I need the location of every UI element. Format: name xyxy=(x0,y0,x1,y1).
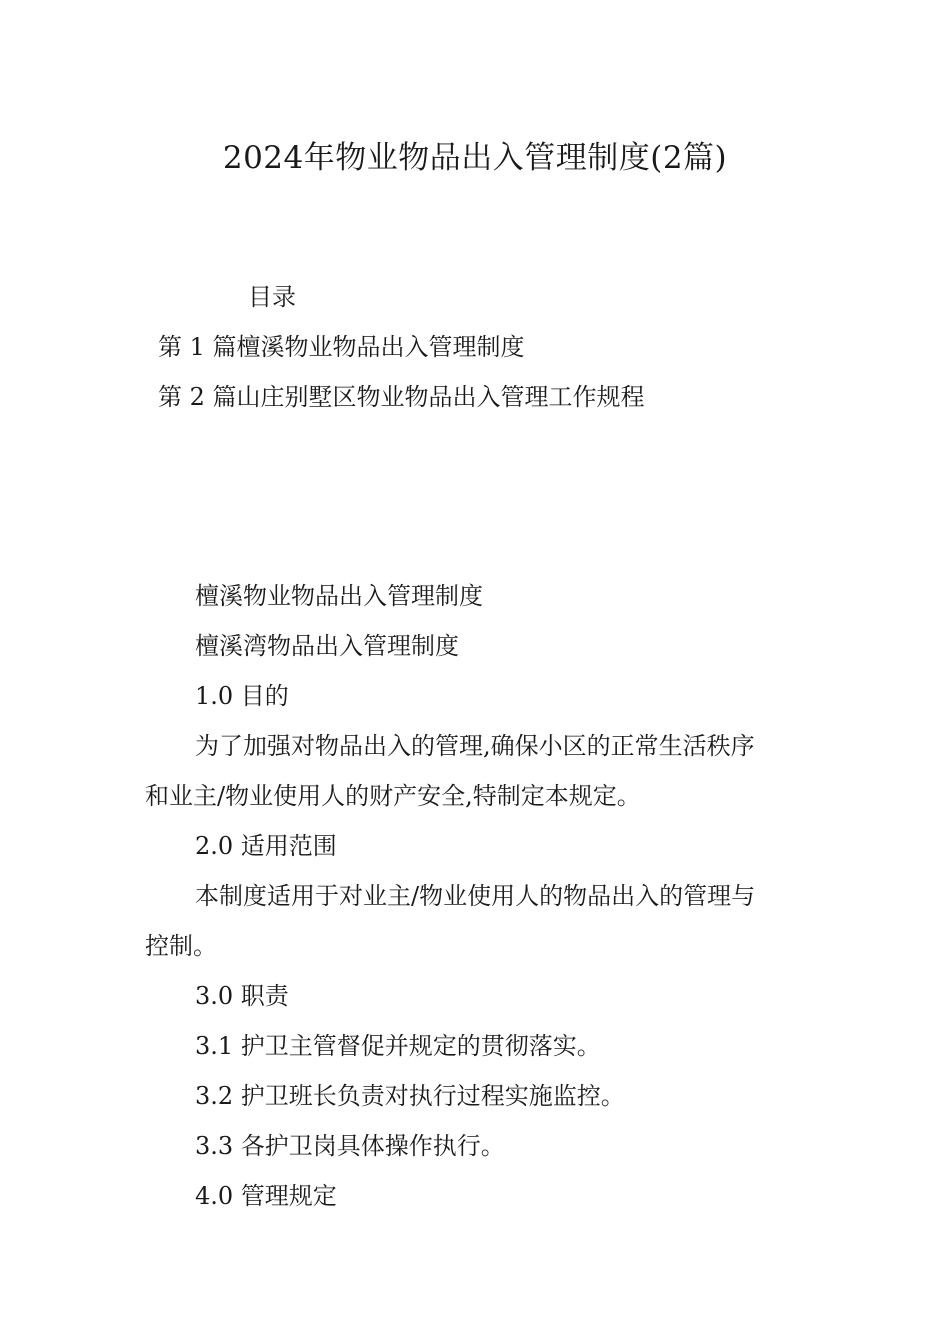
section-heading-rules: 4.0 管理规定 xyxy=(195,1182,337,1210)
paragraph-line: 本制度适用于对业主/物业使用人的物品出入的管理与 xyxy=(195,882,756,910)
list-item: 3.3 各护卫岗具体操作执行。 xyxy=(195,1132,505,1160)
document-title: 2024年物业物品出入管理制度(2篇) xyxy=(222,140,728,176)
section-heading-duties: 3.0 职责 xyxy=(195,982,289,1010)
toc-item: 第 2 篇山庄别墅区物业物品出入管理工作规程 xyxy=(158,383,645,411)
toc-heading: 目录 xyxy=(248,283,296,311)
paragraph-line: 控制。 xyxy=(145,932,217,960)
list-item: 3.1 护卫主管督促并规定的贯彻落实。 xyxy=(195,1032,601,1060)
toc-item: 第 1 篇檀溪物业物品出入管理制度 xyxy=(158,333,525,361)
section-heading-scope: 2.0 适用范围 xyxy=(195,832,337,860)
section-title: 檀溪物业物品出入管理制度 xyxy=(195,582,483,610)
list-item: 3.2 护卫班长负责对执行过程实施监控。 xyxy=(195,1082,625,1110)
subtitle: 檀溪湾物品出入管理制度 xyxy=(195,632,459,660)
paragraph-line: 为了加强对物品出入的管理,确保小区的正常生活秩序 xyxy=(195,732,755,760)
paragraph-line: 和业主/物业使用人的财产安全,特制定本规定。 xyxy=(145,782,641,810)
section-heading-purpose: 1.0 目的 xyxy=(195,682,289,710)
